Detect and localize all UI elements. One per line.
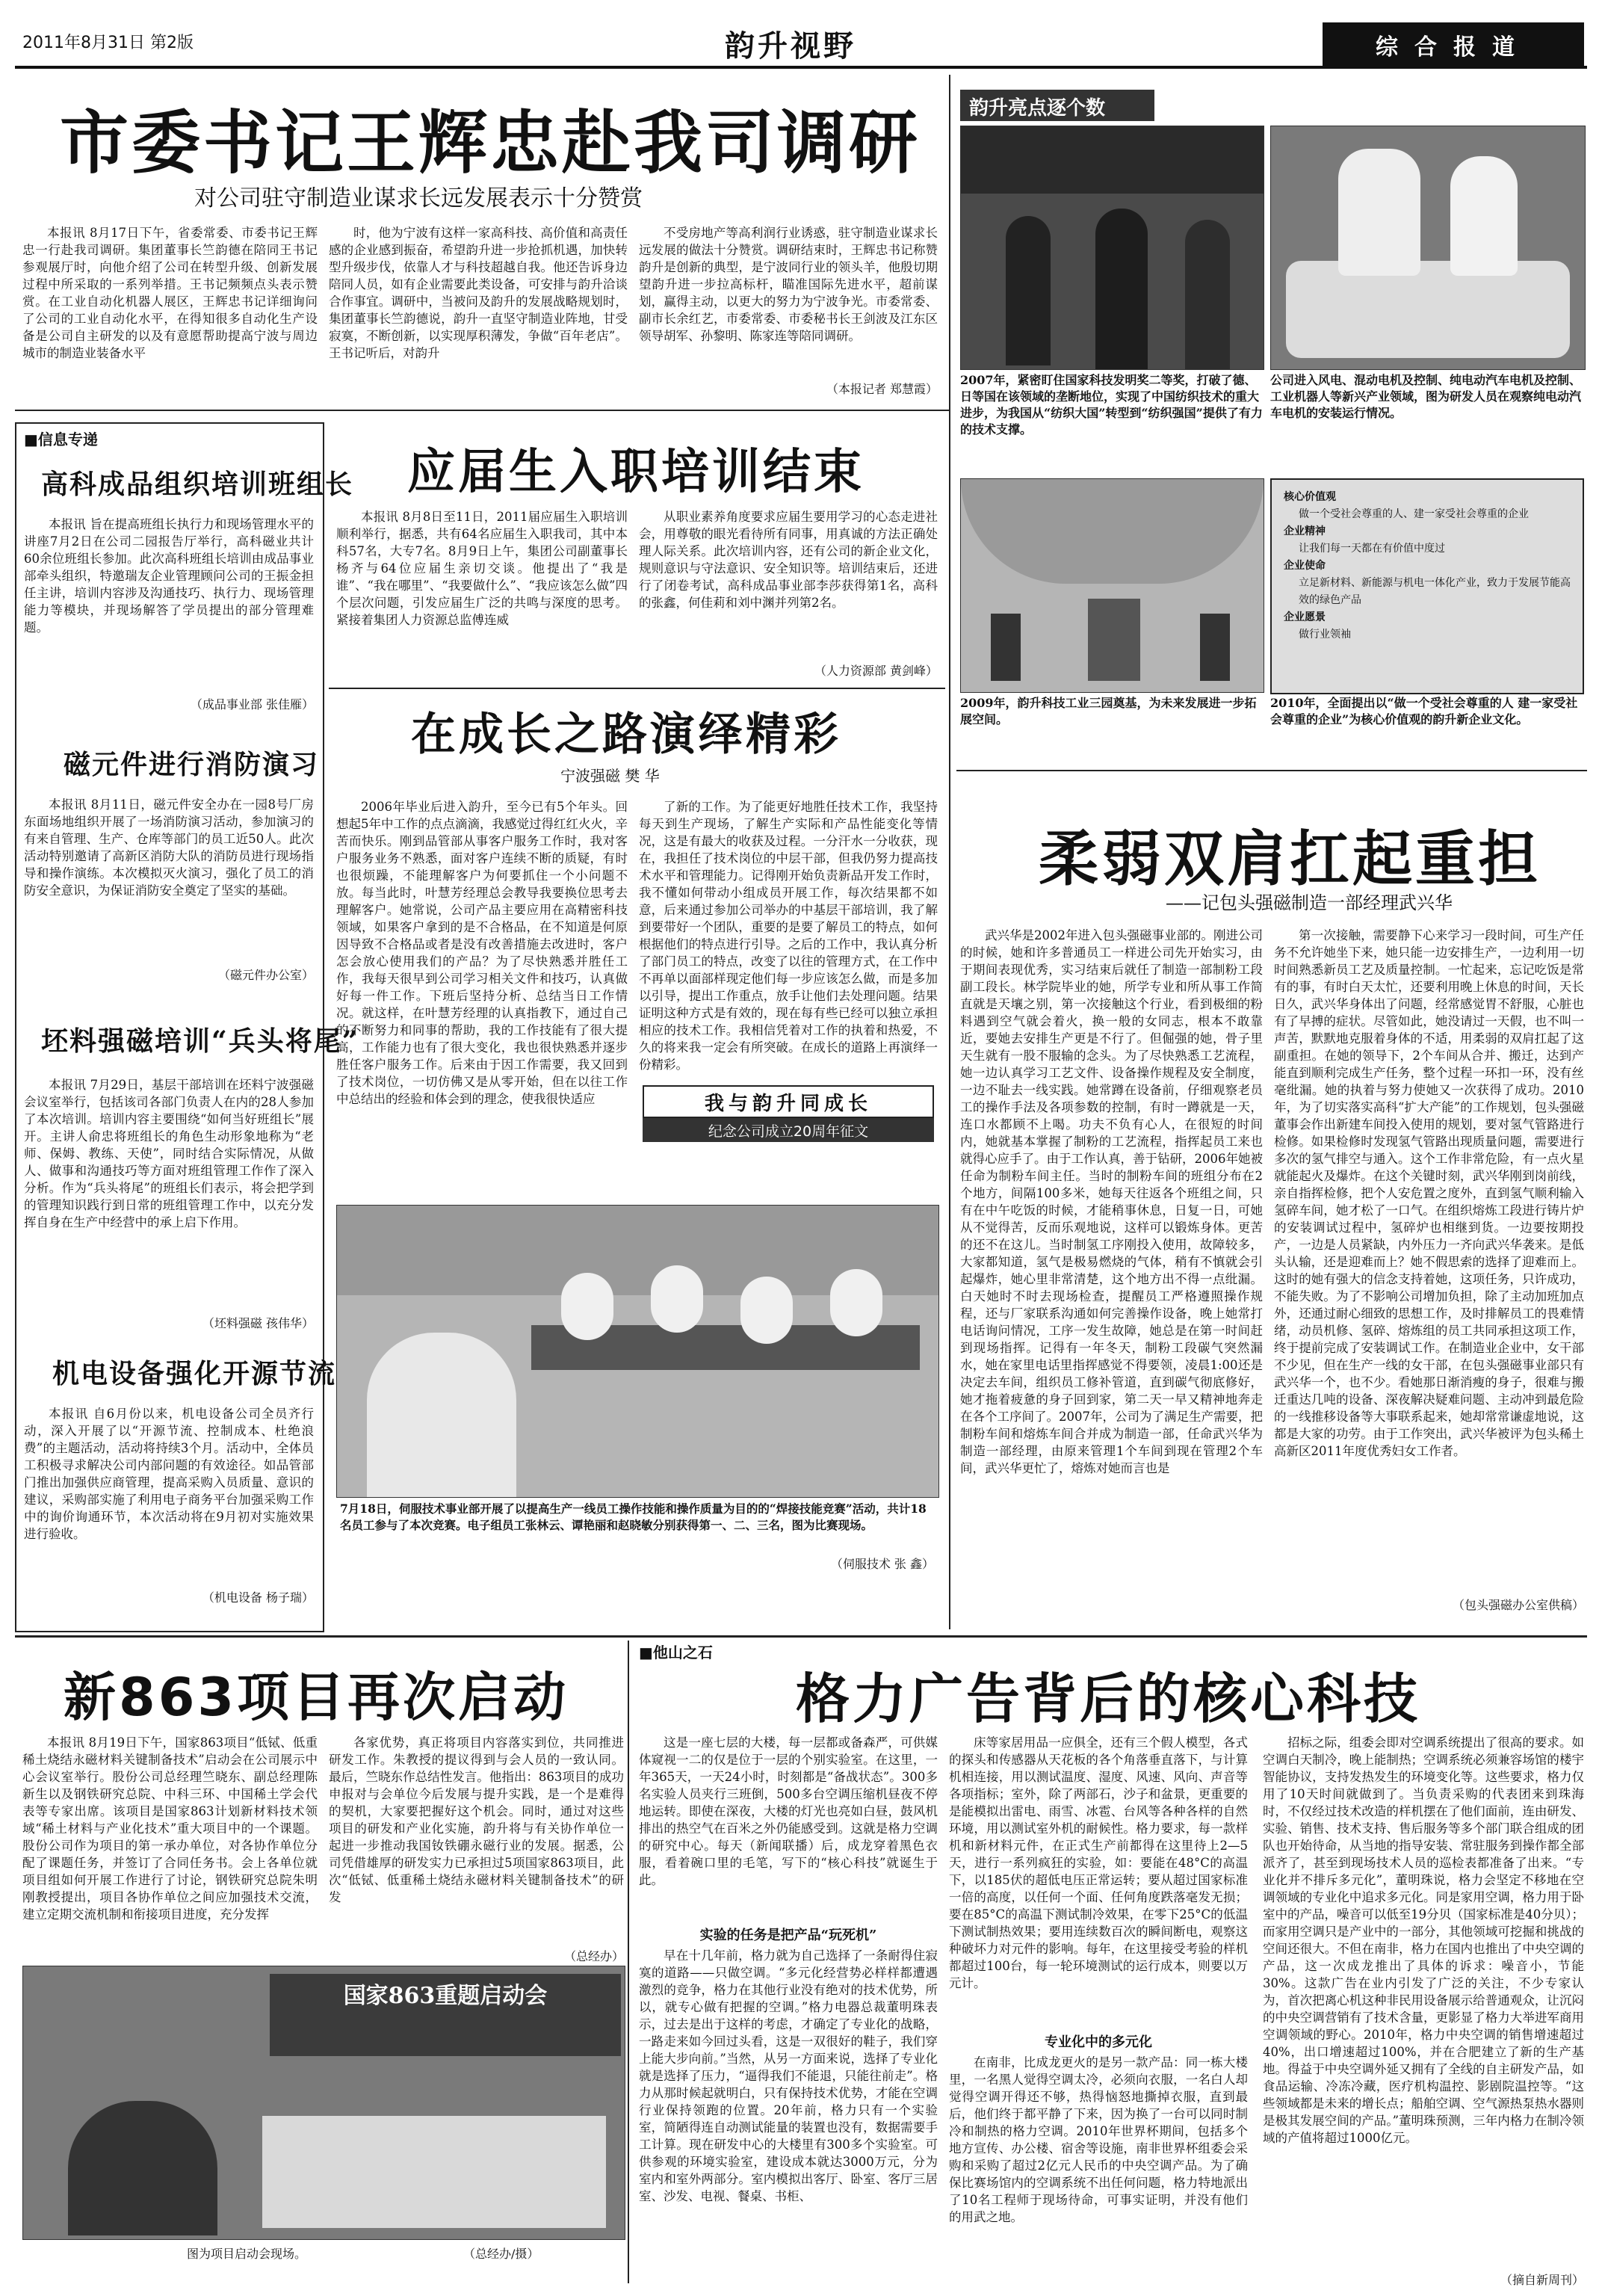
p863-byline: （总经办） [563, 1949, 624, 1963]
p863-title: 新863项目再次启动 [64, 1667, 569, 1728]
culture-text: 做一个受社会尊重的人、建一家受社会尊重的企业 [1299, 508, 1529, 520]
highlights-banner-text: 韵升亮点逐个数 [969, 97, 1106, 120]
brief-byline-3: （坯料强磁 孩伟华） [202, 1316, 314, 1330]
gree-col-3: 招标之际，组委会即对空调系统提出了很高的要求。如空调白天制冷，晚上能制热；空调系统必须兼容场馆的楼宇智能协议，支持发热发生的环境变化等。这些要求，格力仅用了10天时间就做到了。当负责采购的代表团来到珠海时，不仅经过技术改造的样机摆在了他们面前，连由研发、实验、销售、技术支持、售后服务等多个部门联合组成的团队也开始待命，从当地的指导安装、常驻服务到操作都全部派齐了，甚至到现场技术人员的巡检表都准备了出来。“专业化并不排斥多元化”，董明珠说，格力会坚定不移地在空调领域的专业化中追求多元化。同是家用空调，格力用于卧室中的产品，噪音可以低至19分贝（国家标准是40分贝）；而家用空调只是产业中的一部分，其他领域可挖掘和挑战的空间还很大。不但在南非，格力在国内也推出了中央空调的产品，这一次成龙推出了具体的诉求：噪音小，节能30%。这款广告在业内引发了广泛的关注，不少专家认为，首次把离心机这种非民用设备展示给普通观众，让沉闷的中央空调营销有了技术含量，更影显了格力大举进军商用空调领域的野心。2010年，格力中央空调的销售增速超过40%，出口增速超过100%，并在合肥建立了新的生产基地。得益于中央空调外延又拥有了全线的自主研发产品，如食品运输、冷冻冷藏，医疗机构温控、影剧院温控等。“这些领域都是未来的增长点；船舶空调、空气源热泵热水器则是极其发展空间的产品。”董明珠预测，三年内格力在制冷领域的产值将超过1000亿元。 [1263, 1735, 1584, 2145]
brief-title-3: 坯料强磁培训“兵头将尾” [41, 1025, 359, 1057]
p863-photo-caption: 图为项目启动会现场。 [187, 2247, 307, 2261]
news-brief-tag: ■信息专递 [24, 430, 98, 448]
p863-col-1: 本报讯 8月19日下午，国家863项目“低铽、低重稀土烧结永磁材料关键制备技术”启动会在公司展示中心会议室举行。股份公司总经理竺晓东、副总经理陈新生以及钢铁研究总院、中科三环、中国稀土学会代表等专家出席。该项目是国家863计划新材料技术领域“稀土材料与产业化技术”重大项目中的一个课题。股份公司作为项目的第一承办单位，对各协作单位分配了课题任务，并签订了合同任务书。会上各单位就项目组如何开展工作进行了讨论，钢铁研究总院朱明刚教授提出，项目各协作单位之间应加强技术交流，建立定期交流机制和衔接项目进度，充分发挥 [22, 1735, 318, 1922]
training-byline: （人力资源部 黄剑峰） [814, 664, 938, 678]
culture-heading: 核心价值观 [1284, 491, 1336, 503]
divider [15, 1635, 1587, 1638]
column-divider [628, 1641, 629, 2283]
lead-col-1: 本报讯 8月17日下午，省委常委、市委书记王辉忠一行赴我司调研。集团董事长竺韵德在陪同王书记参观展厅时，向他介绍了公司在转型升级、创新发展过程中所采取的一系列举措。王书记频频点头表示赞赏。在工业自动化机器人展区，王辉忠书记详细询问了公司的工业自动化水平，在得知很多自动化生产设备是公司自主研发的以及有意愿帮助提高宁波与周边城市的制造业装备水平 [22, 226, 318, 360]
caption-groundbreaking: 2009年，韵升科技工业三园奠基，为未来发展进一步拓展空间。 [960, 696, 1257, 726]
section-label: 综合报道 [1323, 22, 1584, 67]
photo-award-ceremony [960, 126, 1264, 370]
growth-col-2: 了新的工作。为了能更好地胜任技术工作，我坚持每天到生产现场，了解生产实际和产品性能变化等情况，这是有最大的收获及过程。一分汗水一分收获，现在，我担任了技术岗位的中层干部，但我仍努力提高技术水平和管理能力。记得刚开始负责新品开发工作时，我不懂如何带动小组成员开展工作，每次结果都不如意，后来通过参加公司举办的中基层干部培训，我了解到要带好一个团队，重要的是要了解员工的特点，如何根据他们的特点进行引导。之后的工作中，我认真分析了部门员工的特点，改变了以往的管理方式，在工作中不再单以面部样现定他们每一步应该怎么做，而是多加以引导，提出工作重点，放手让他们去处理问题。结果证明这种方式是有效的，现在每有些已经可以独立承担相应的技术工作。我相信凭着对工作的执着和热爱，不久的将来我一定会有所突破。在成长的道路上再演绎一份精彩。 [639, 800, 938, 1072]
feature-subtitle: ——记包头强磁制造一部经理武兴华 [1166, 892, 1453, 913]
training-col-1: 本报讯 8月8日至11日，2011届应届生入职培训顺利举行，据悉，共有64名应届生入职我司，其中本科57名，大专7名。8月9日上午，集团公司副董事长杨齐与64位应届生亲切交谈。他提出了“我是谁”、“我在哪里”、“我要做什么”、“我应该怎么做”四个层次问题，引发应届生广泛的共鸣与深度的思考。紧接着集团人力资源总监傅连威 [336, 510, 628, 627]
photo-welding-competition [336, 1205, 939, 1498]
feature-title: 柔弱双肩扛起重担 [1039, 824, 1541, 894]
caption-culture: 2010年，全面提出以“做一个受社会尊重的人 建一家受社会尊重的企业”为核心价值观的韵升新企业文化。 [1270, 696, 1578, 726]
gree-subhead-2: 专业化中的多元化 [1045, 2034, 1152, 2050]
brief-byline-2: （磁元件办公室） [217, 968, 314, 982]
photo-groundbreaking [960, 478, 1264, 693]
culture-text: 让我们每一天都在有价值中度过 [1299, 543, 1445, 555]
photo-863-launch [22, 1966, 625, 2240]
feature-col-1: 武兴华是2002年进入包头强磁事业部的。刚进公司的时候，她和许多普通员工一样进公司先开始实习，由于期间表现优秀，实习结束后就任了制造一部制粉工段副工段长。林学院毕业的她，所学专业和所从事工作简直就是天壤之别，第一次接触这个行业，看到极细的粉料遇到空气就会着火，换一般的女同志，根本不敢靠近，要她去安排生产更是不行了。但倔强的她，骨子里天生就有一股不服输的念头。为了尽快熟悉工艺流程，她一边认真学习工艺文件、设备操作规程及安全制度，一边不耻去一线实践。她常蹲在设备前，仔细观察老员工的操作手法及各项参数的控制，有时一蹲就是一天，连口水都顾不上喝。功夫不负有心人，在很短的时间内，她就基本掌握了制粉的工艺流程，指挥起员工来也就得心应手了。由于工作认真，善于钻研，2006年她被任命为制粉车间主任。当时的制粉车间的班组分布在2个地方，间隔100多米，她每天往返各个班组之间，只有在中午吃饭的时候，才能稍事休息，日复一日，可她从不觉得苦，反而乐观地说，这样可以锻炼身体。更苦的还不在这儿。当时制氢工序刚投入使用，故障较多，大家都知道，氢气是极易燃烧的气体，稍有不慎就会引起爆炸，她心里非常清楚，这个地方出不得一点纰漏。白天她时不时去现场检查，提醒员工严格遵照操作规程，还与厂家联系沟通如何完善操作设备，晚上她常打电话询问情况，工序一发生故障，她总是在第一时间赶到现场指挥。记得有一年冬天，制粉工段碳气突然漏水，她在家里电话里指挥感觉不得要领，凌晨1:00还是决定去车间，组织员工修补管道，直到碳气彻底修好，她才拖着疲惫的身子回到家，第二天一早又精神地奔走在各个工序间了。2007年，公司为了满足生产需要，把制粉车间和熔炼车间合并成为制造一部，任命武兴华为制造一部经理，由原来管理1个车间到现在管理2个车间，武兴华更忙了，熔炼对她而言也是 [960, 928, 1263, 1475]
essay-band-sub: 纪念公司成立20周年征文 [643, 1118, 934, 1142]
welding-caption: 7月18日，伺服技术事业部开展了以提高生产一线员工操作技能和操作质量为目的的“焊接技能竞赛”活动，共计18名员工参与了本次竞赛。电子组员工张林云、谭艳丽和赵晓敏分别获得第一、二、三名，图为比赛现场。 [340, 1502, 927, 1532]
brief-title-1: 高科成品组织培训班组长 [41, 469, 354, 500]
gree-subhead-1: 实验的任务是把产品“玩死机” [699, 1928, 877, 1943]
gree-byline: （摘自新周刊） [1500, 2273, 1584, 2287]
caption-award: 2007年，紧密盯住国家科技发明奖二等奖，打破了德、日等国在该领域的垄断地位，实现了中国纺织技术的重大进步，为我国从“纺织大国”转型到“纺织强国”提供了有力的技术支撑。 [960, 373, 1263, 436]
gree-col-1a: 这是一座七层的大楼，每一层都或备森严，可供媒体窥视一二的仅是位于一层的个别实验室。在这里，一年365天，一天24小时，时刻都是“备战状态”。300多名实验人员夹行三班倒，500多台空调压缩机昼夜不停地运转。即使在深夜，大楼的灯光也亮如白昼，鼓风机排出的热空气在百米之外仍能感受到。这就是格力空调的研究中心。每天（新闻联播）后，成龙穿着黑色衣服，看着碗口里的毛笔，写下的“核心科技”就诞生于此。 [639, 1735, 938, 1887]
caption-ev-motor: 公司进入风电、混动电机及控制、纯电动汽车电机及控制、工业机器人等新兴产业领域，图为研发人员在观察纯电动汽车电机的安装运行情况。 [1270, 373, 1582, 420]
gree-title: 格力广告背后的核心科技 [796, 1667, 1421, 1730]
culture-lines [1272, 480, 1583, 652]
brief-byline-4: （机电设备 杨子瑞） [202, 1590, 314, 1605]
divider [329, 688, 945, 689]
brief-title-4: 机电设备强化开源节流 [52, 1358, 337, 1389]
header-rule [15, 66, 1587, 69]
p863-photo-byline: （总经办/摄） [463, 2247, 539, 2261]
gree-col-2a: 床等家居用品一应俱全，还有三个假人模型，各式的探头和传感器从天花板的各个角落垂直落下，与计算机相连接，用以测试温度、湿度、风速、风向、声音等各项指标；室外，除了两部石，沙子和盆景，更重要的是能模拟出雷电、雨雪、冰雹、台风等各种各样的自然环境，用以测试室外机的耐候性。格力要求，每一款样机和新材料元件，在正式生产前都得在这里待上2—5天，进行一系列疯狂的实验，如：要能在48°C的高温下，以185伏的超低电压正常运转；要从超过国家标准一倍的高度，以任何一个面、任何角度跌落毫发无损；要在85°C的高温下测试制冷效果，在零下25°C的低温下测试制热效果；要用连续数百次的瞬间断电，观察这种破坏力对元件的影响。每年，在这里接受考验的样机都超过100台，每一轮环境测试的运行成本，则要以万元计。 [949, 1735, 1248, 1990]
culture-heading: 企业使命 [1284, 560, 1326, 572]
training-title: 应届生入职培训结束 [407, 445, 865, 500]
lead-col-2: 时，他为宁波有这样一家高科技、高价值和高责任感的企业感到振奋，希望韵升进一步抢抓机遇，加快转型升级步伐，依靠人才与科技超越自我。他还告诉身边陪同人员，如有企业需要此类设备，可安排与韵升洽谈合作事宜。调研中，当被问及韵升的发展战略规划时，集团董事长竺韵德说，韵升一直坚守制造业阵地，甘受寂寞，不断创新，以实现厚积薄发，争做“百年老店”。王书记听后，对韵升 [329, 226, 628, 360]
culture-text: 做行业领袖 [1299, 629, 1351, 641]
brief-body-1: 本报讯 旨在提高班组长执行力和现场管理水平的讲座7月2日在公司二园报告厅举行，高科磁业共计60余位班组长参加。此次高科班组长培训由成品事业部牵头组织，特邀瑞友企业管理顾问公司的王振金担任主讲，培训内容涉及沟通技巧、执行力、现场管理能力等模块，并现场解答了学员提出的部分管理难题。 [24, 517, 314, 635]
welding-byline: （伺服技术 张 鑫） [830, 1557, 934, 1571]
essay-band [643, 1085, 934, 1145]
lead-title: 市委书记王辉忠赴我司调研 [60, 103, 921, 183]
culture-heading: 企业愿景 [1284, 611, 1326, 623]
culture-heading: 企业精神 [1284, 525, 1326, 537]
column-divider [949, 75, 950, 1629]
issue-date: 2011年8月31日 第2版 [22, 34, 194, 52]
growth-col-1: 2006年毕业后进入韵升，至今已有5个年头。回想起5年中工作的点点滴滴，我感觉过得红红火火，辛苦而快乐。刚到品管部从事客户服务工作时，我对客户服务业务不熟悉，面对客户连续不断的质疑，有时也很烦躁，不能理解客户为何要抓住一个小问题不放。每当此时，叶慧芳经理总会教导我要换位思考去理解客户。她常说，公司产品主要应用在高精密科技领域，如果客户拿到的是不合格品，在不知道是何原因导致不合格品或者是没有改善措施去改进时，客户怎会放心使用我们的产品？为了尽快熟悉并胜任工作，我每天很早到公司学习相关文件和技巧，认真做好每一件工作。下班后坚持分析、总结当日工作情况。就这样，在叶慧芳经理的认真指教下，通过自己的不断努力和同事的帮助，我的工作技能有了很大提高，工作能力也有了很大变化，我也很快熟悉并逐步胜任客户服务工作。后来由于因工作需要，我又回到了技术岗位，一切仿佛又是从零开始，但在以往工作中总结出的经验和体会到的理念，使我很快适应 [336, 800, 628, 1106]
essay-band-title: 我与韵升同成长 [643, 1085, 934, 1118]
divider [15, 410, 949, 411]
gree-col-1b: 早在十几年前，格力就为自己选择了一条耐得住寂寞的道路——只做空调。“多元化经营势必样样都遭遇激烈的竞争，格力在其他行业没有绝对的技术优势，所以，就专心做有把握的空调。”格力电器总裁董明珠表示，过去是出于这样的考虑，才确定了专业化的战略，一路走来如今回过头看，这是一双很好的鞋子，我们穿上能大步向前。”当然，从另一方面来说，选择了专业化就是选择了压力，“逼得我们不能退，只能往前走”。格力从那时候起就明白，只有保持技术优势，才能在空调行业保持领跑的位置。20年前，格力只有一个实验室，简陋得连自动测试能量的装置也没有，数据需要手工计算。现在研发中心的大楼里有300多个实验室。可供参观的环境实验室，建设成本就达3000万元，分为室内和室外两部分。室内模拟出客厅、卧室、客厅三居室、沙发、电视、餐桌、书柜、 [639, 1948, 938, 2203]
highlights-banner [960, 90, 1154, 121]
culture-panel [1270, 478, 1584, 694]
gree-col-2b: 在南非，比成龙更火的是另一款产品：同一栋大楼里，一名黑人觉得空调太冷，必须向衣服，一名白人却觉得空调开得还不够，热得恼怒地撕掉衣服，直到最后，他们终于都平静了下来，因为换了一台可以同时制冷和制热的格力空调。2010年世界杯期间，包括多个地方宣传、办公楼、宿舍等设施，南非世界杯组委会采购和采购了超过2亿元人民币的中央空调产品。为了确保比赛场馆内的空调系统不出任何问题，格力特地派出了10名工程师于现场待命，可事实证明，并没有他们的用武之地。 [949, 2055, 1248, 2224]
brief-body-3: 本报讯 7月29日，基层干部培训在坯料宁波强磁会议室举行，包括该司各部门负责人在内的28人参加了本次培训。培训内容主要围绕“如何当好班组长”展开。主讲人俞忠将班组长的角色生动形象地称为“老师、保姆、教练、天使”，同时结合实际情况，从做人、做事和沟通技巧等方面对班组管理工作作了深入分析。作为“兵头将尾”的班组长们表示，将会把学到的管理知识践行到日常的班组管理工作中，以充分发挥自身在生产中经营中的承上启下作用。 [24, 1078, 314, 1229]
brief-body-2: 本报讯 8月11日，磁元件安全办在一园8号厂房东面场地组织开展了一场消防演习活动，参加演习的有来自管理、生产、仓库等部门的员工近50人。此次活动特别邀请了高新区消防大队的消防员进行现场指导和操作演练。本次模拟灭火演习，强化了员工的消防安全意识，为保证消防安全奠定了坚实的基础。 [24, 797, 314, 898]
lead-byline: （本报记者 郑慧霞） [826, 382, 938, 396]
gree-tag: ■他山之石 [639, 1644, 713, 1661]
paper-name: 韵升视野 [725, 28, 856, 64]
p863-col-2: 各家优势，真正将项目内容落实到位，共同推进研发工作。朱教授的提议得到与会人员的一致认同。最后，竺晓东作总结性发言。他指出：863项目的成功申报对与会单位今后发展与提升实践，是一个是难得的契机，大家要把握好这个机会。同时，通过对这些项目的研发和产业化实施，韵升将与有关协作单位一起进一步推动我国钕铁硼永磁行业的发展。据悉，公司凭借雄厚的研发实力已承担过5项国家863项目，此次“低铽、低重稀土烧结永磁材料关键制备技术”的研发 [329, 1735, 624, 1904]
lead-subtitle: 对公司驻守制造业谋求长远发展表示十分赞赏 [194, 185, 643, 212]
culture-text: 立足新材料、新能源与机电一体化产业，致力于发展节能高效的绿色产品 [1299, 577, 1571, 606]
training-col-2: 从职业素养角度要求应届生要用学习的心态走进社会，用尊敬的眼光看待所有同事，用真诚的方法正确处理人际关系。此次培训内容，还有公司的新企业文化，规则意识与守法意识、安全知识等。培训结束后，还进行了闭卷考试，高科成品事业部李莎获得第1名，高科的张鑫，何佳莉和刘中渊并列第2名。 [639, 510, 938, 610]
lead-col-3: 不受房地产等高利润行业诱惑，驻守制造业谋求长远发展的做法十分赞赏。调研结束时，王辉忠书记称赞韵升是创新的典型，是宁波同行业的领头羊，他殷切期望韵升进一步拉高标杆，瞄准国际先进水平，超前谋划，赢得主动，以更大的努力为宁波争光。市委常委、副市长余红艺，市委常委、市委秘书长王剑波及江东区领导胡军、孙黎明、陈家连等陪同调研。 [639, 226, 938, 343]
p863-photo-banner: 国家863重题启动会 [270, 1974, 621, 2056]
photo-ev-motor [1270, 126, 1586, 370]
brief-title-2: 磁元件进行消防演习 [64, 749, 320, 780]
growth-author: 宁波强磁 樊 华 [560, 767, 660, 785]
feature-byline: （包头强磁办公室供稿） [1452, 1598, 1584, 1612]
growth-title: 在成长之路演绎精彩 [411, 709, 841, 761]
brief-byline-1: （成品事业部 张佳雁） [190, 697, 314, 712]
divider [956, 770, 1587, 771]
brief-body-4: 本报讯 自6月份以来，机电设备公司全员齐行动，深入开展了以“开源节流、控制成本、杜绝浪费”的主题活动，活动将持续3个月。活动中，全体员工积极寻求解决公司内部问题的有效途径。如品管部门推出加强供应商管理，提高采购入员质量、意识的建议，采购部实施了利用电子商务平台加强采购工作中的询价询通环节，本次活动将在9月初对实施效果进行验收。 [24, 1407, 314, 1541]
feature-col-2: 第一次接触，需要静下心来学习一段时间，可生产任务不允许她坐下来，她只能一边安排生产，一边利用一切时间熟悉新员工艺及质量控制。一忙起来，忘记吃饭是常有的事，有时白天太忙，还要利用晚上休息的时间，天长日久，武兴华身体出了问题，经常感觉胃不舒服，心脏也有了早搏的症状。尽管如此，她没请过一天假，也不叫一声苦，默默地克服着身体的不适，用柔弱的双肩扛起了这副重担。在她的领导下，2个车间从合并、搬迁，达到产能直到顺利完成生产任务，整个过程一环扣一环，没有丝毫纰漏。她的执着与努力使她又一次获得了成功。2010年，为了切实落实高科“扩大产能”的工作规划，包头强磁董事会作出新建车间投入使用的规划，要对氢气管路进行检修。如果检修时发现氢气管路出现质量问题，需要进行多次的氢气排空与通入。这个工作非常危险，有一点火星就能起火及爆炸。在这个关键时刻，武兴华刚到岗前线，亲自指挥检修，把个人安危置之度外，直到氢气顺利输入氢碎车间，她才松了一口气。在组织熔炼工段进行铸片炉的安装调试过程中，氢碎炉也相继到货。一边要按期投产，一边是人员紧缺，内外压力一齐向武兴华袭来。是低头认输，还是迎难而上？她不假思索的选择了迎难而上。这时的她有强大的信念支持着她，这项任务，只许成功，不能失败。为了不影响公司增加负担，除了主动加班加点外，还通过耐心细致的思想工作，及时排解员工的畏难情绪，动员机修、氢碎、熔炼组的员工共同承担这项工作，终于提前完成了安装调试工作。在制造业企业中，女干部不少见，但在生产一线的女干部，在包头强磁事业部只有武兴华一个，也不少。看她那日渐消瘦的身子，很难与搬迁重达几吨的设备、深夜解决疑难问题、主动冲到最危险的一线推移设备等大事联系起来，她却常常谦虚地说，这都是大家的功劳。由于工作突出，武兴华被评为包头稀土高新区2011年度优秀妇女工作者。 [1274, 928, 1584, 1458]
